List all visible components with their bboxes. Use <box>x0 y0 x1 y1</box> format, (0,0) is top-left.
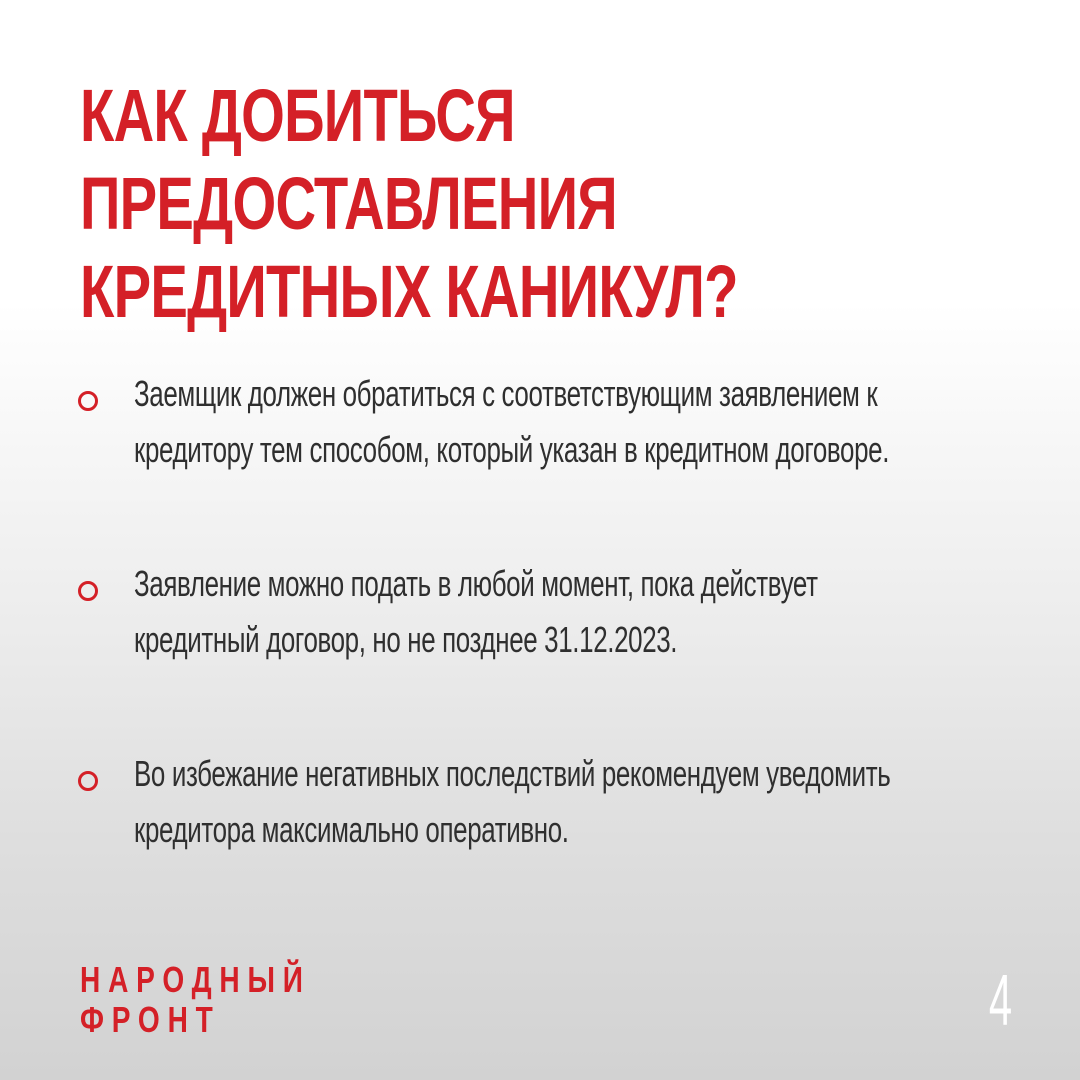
bullet-item <box>78 746 978 858</box>
title-line-1: КАК ДОБИТЬСЯ <box>80 74 515 157</box>
bullet-text: Заявление можно подать в любой момент, пока действует кредитный договор, но не позднее 31.12.2023. <box>134 563 818 660</box>
circle-bullet-icon <box>78 581 98 601</box>
page-title <box>80 72 738 336</box>
narodny-front-logo <box>80 960 311 1040</box>
page-number: 4 <box>988 961 1012 1041</box>
circle-bullet-icon <box>78 391 98 411</box>
circle-bullet-icon <box>78 771 98 791</box>
logo-line-1: НАРОДНЫЙ <box>80 959 311 1000</box>
logo-line-2: ФРОНТ <box>80 999 221 1040</box>
bullet-item <box>78 556 978 668</box>
bullet-list <box>78 366 978 936</box>
bullet-item <box>78 366 978 478</box>
bullet-text: Заемщик должен обратиться с соответствующим заявлением к кредитору тем способом, который указан в кредитном договоре. <box>134 373 890 470</box>
bullet-text: Во избежание негативных последствий рекомендуем уведомить кредитора максимально оперативно. <box>134 753 891 850</box>
title-line-2: ПРЕДОСТАВЛЕНИЯ <box>80 162 617 245</box>
title-line-3: КРЕДИТНЫХ КАНИКУЛ? <box>80 250 738 333</box>
